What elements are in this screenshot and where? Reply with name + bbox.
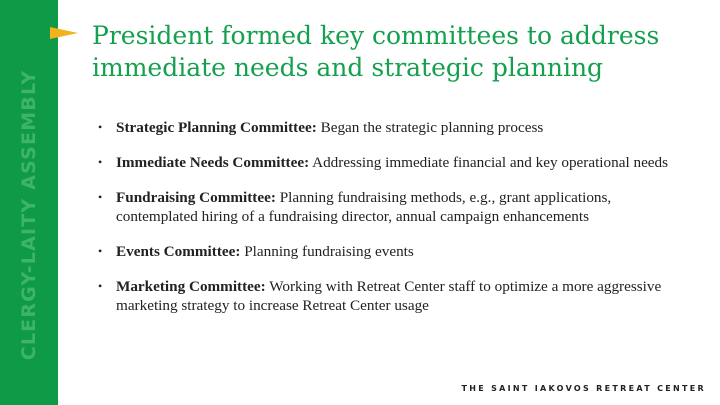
bullet-icon: • [98,244,103,258]
bullet-icon: • [98,155,103,169]
committee-name: Strategic Planning Committee: [116,119,317,136]
committee-name: Immediate Needs Committee: [116,154,310,171]
slide-title: President formed key committees to address immediate needs and strategic planning [92,21,660,82]
committee-list [96,118,686,331]
committee-name: Events Committee: [116,243,241,260]
committee-name: Fundraising Committee: [116,189,276,206]
committee-description: Planning fundraising events [240,243,414,260]
committee-name: Marketing Committee: [116,278,266,295]
list-item [96,277,686,315]
list-item [96,118,686,137]
bullet-icon: • [98,190,103,204]
bullet-icon: • [98,279,103,293]
sidebar-band [0,0,58,405]
arrow-icon [50,27,78,39]
committee-description: Began the strategic planning process [316,119,544,136]
committee-description: Planning fundraising methods, e.g., grant applications, contemplated hiring of a fundraising director, annual campaign enhancements [116,189,612,225]
list-item [96,153,686,172]
bullet-icon: • [98,120,103,134]
list-item [96,188,686,226]
committee-description: Working with Retreat Center staff to optimize a more aggressive marketing strategy to increase Retreat Center usage [116,278,662,314]
committee-description: Addressing immediate financial and key operational needs [309,154,669,171]
footer-organization: THE SAINT IAKOVOS RETREAT CENTER [461,384,706,393]
sidebar-label: CLERGY-LAITY ASSEMBLY [18,69,40,361]
list-item [96,242,686,261]
